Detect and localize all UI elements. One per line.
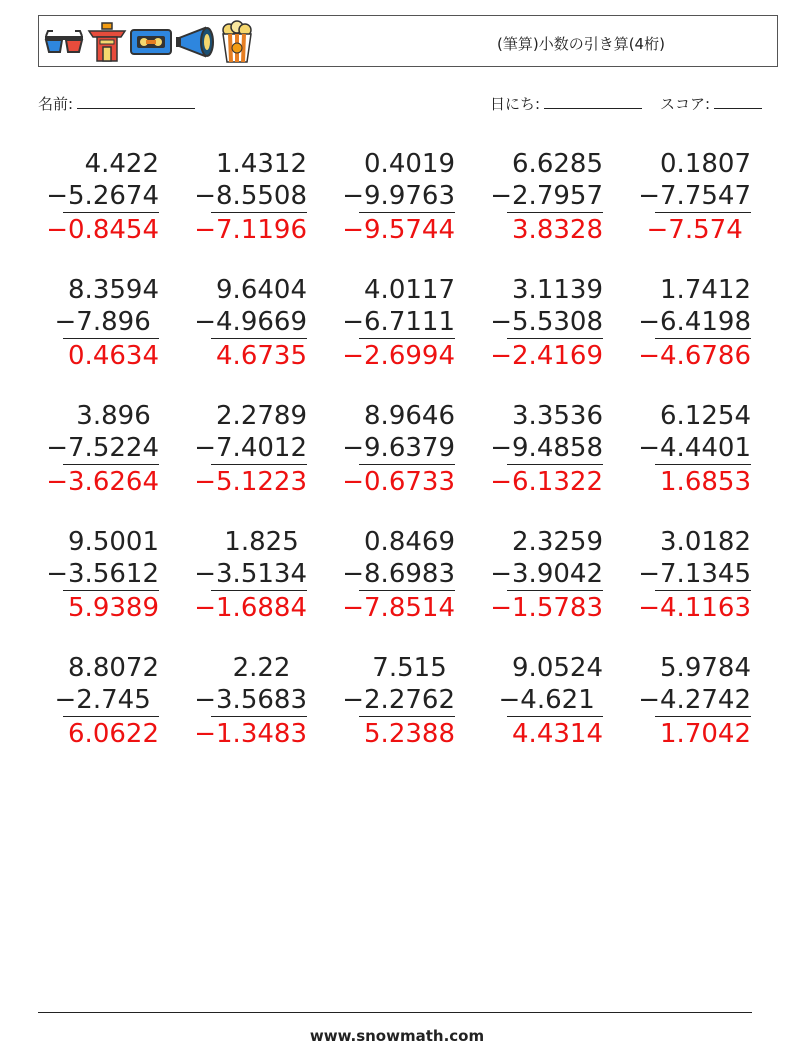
problem bbox=[630, 652, 778, 752]
subtrahend: −9.4858 bbox=[490, 433, 603, 463]
subtrahend: −3.9042 bbox=[490, 559, 603, 589]
answer: 3.8328 bbox=[512, 215, 603, 245]
minuend: 1.4312 bbox=[216, 149, 307, 179]
answer-rule bbox=[507, 464, 603, 465]
minuend: 8.8072 bbox=[68, 653, 159, 683]
problem-row bbox=[38, 652, 778, 778]
header-box bbox=[38, 15, 778, 67]
problem-grid bbox=[38, 148, 778, 778]
minuend: 3.1139 bbox=[512, 275, 603, 305]
problem bbox=[482, 652, 630, 752]
answer: 1.6853 bbox=[660, 467, 751, 497]
answer: −6.1322 bbox=[490, 467, 603, 497]
minuend: 8.3594 bbox=[68, 275, 159, 305]
minuend: 5.9784 bbox=[660, 653, 751, 683]
answer: 5.2388 bbox=[364, 719, 455, 749]
answer: 5.9389 bbox=[68, 593, 159, 623]
name-blank[interactable] bbox=[77, 93, 195, 109]
answer-rule bbox=[63, 338, 159, 339]
answer-rule bbox=[655, 338, 751, 339]
answer: 4.4314 bbox=[512, 719, 603, 749]
answer-rule bbox=[507, 338, 603, 339]
answer: −7.8514 bbox=[342, 593, 455, 623]
problem bbox=[38, 652, 186, 752]
subtrahend: −5.5308 bbox=[490, 307, 603, 337]
footer-divider bbox=[38, 1012, 752, 1013]
answer: −4.6786 bbox=[638, 341, 751, 371]
answer-rule bbox=[507, 590, 603, 591]
answer: −4.1163 bbox=[638, 593, 751, 623]
problem bbox=[334, 274, 482, 374]
answer-rule bbox=[63, 212, 159, 213]
subtrahend: −3.5612 bbox=[46, 559, 159, 589]
answer-rule bbox=[211, 716, 307, 717]
answer: −7.574 bbox=[646, 215, 751, 245]
subtrahend: −6.7111 bbox=[342, 307, 455, 337]
answer: −5.1223 bbox=[194, 467, 307, 497]
problem bbox=[334, 400, 482, 500]
problem bbox=[630, 400, 778, 500]
minuend: 8.9646 bbox=[364, 401, 455, 431]
name-field bbox=[38, 93, 195, 114]
answer: −0.8454 bbox=[46, 215, 159, 245]
problem bbox=[482, 526, 630, 626]
subtrahend: −6.4198 bbox=[638, 307, 751, 337]
problem bbox=[334, 652, 482, 752]
subtrahend: −9.6379 bbox=[342, 433, 455, 463]
answer: −9.5744 bbox=[342, 215, 455, 245]
answer-rule bbox=[359, 338, 455, 339]
minuend: 6.6285 bbox=[512, 149, 603, 179]
subtrahend: −4.4401 bbox=[638, 433, 751, 463]
minuend: 4.422 bbox=[84, 149, 159, 179]
answer-rule bbox=[359, 212, 455, 213]
answer-rule bbox=[211, 338, 307, 339]
answer-rule bbox=[655, 212, 751, 213]
answer: −2.4169 bbox=[490, 341, 603, 371]
score-label: スコア: bbox=[660, 95, 711, 113]
subtrahend: −7.1345 bbox=[638, 559, 751, 589]
answer-rule bbox=[655, 590, 751, 591]
problem bbox=[38, 526, 186, 626]
problem bbox=[482, 274, 630, 374]
subtrahend: −7.5224 bbox=[46, 433, 159, 463]
minuend: 0.4019 bbox=[364, 149, 455, 179]
answer-rule bbox=[211, 464, 307, 465]
minuend: 2.22 bbox=[232, 653, 307, 683]
minuend: 2.2789 bbox=[216, 401, 307, 431]
answer: −0.6733 bbox=[342, 467, 455, 497]
megaphone-icon bbox=[175, 25, 217, 59]
problem bbox=[630, 274, 778, 374]
answer: −2.6994 bbox=[342, 341, 455, 371]
minuend: 3.0182 bbox=[660, 527, 751, 557]
videotape-icon bbox=[129, 27, 173, 57]
answer-rule bbox=[211, 590, 307, 591]
answer: 0.4634 bbox=[68, 341, 159, 371]
problem bbox=[186, 274, 334, 374]
date-label: 日にち: bbox=[490, 95, 541, 113]
header-icons bbox=[43, 20, 255, 64]
problem bbox=[186, 148, 334, 248]
answer: 1.7042 bbox=[660, 719, 751, 749]
subtrahend: −3.5683 bbox=[194, 685, 307, 715]
3d-glasses-icon bbox=[43, 26, 85, 58]
minuend: 3.896 bbox=[76, 401, 159, 431]
subtrahend: −9.9763 bbox=[342, 181, 455, 211]
score-field bbox=[660, 93, 762, 114]
answer-rule bbox=[359, 590, 455, 591]
date-field bbox=[490, 93, 642, 114]
answer-rule bbox=[655, 716, 751, 717]
minuend: 9.6404 bbox=[216, 275, 307, 305]
answer: 6.0622 bbox=[68, 719, 159, 749]
minuend: 1.7412 bbox=[660, 275, 751, 305]
answer: −1.5783 bbox=[490, 593, 603, 623]
problem-row bbox=[38, 526, 778, 652]
minuend: 6.1254 bbox=[660, 401, 751, 431]
minuend: 9.0524 bbox=[512, 653, 603, 683]
problem-row bbox=[38, 400, 778, 526]
minuend: 1.825 bbox=[224, 527, 307, 557]
subtrahend: −4.9669 bbox=[194, 307, 307, 337]
problem bbox=[630, 148, 778, 248]
answer-rule bbox=[359, 464, 455, 465]
minuend: 3.3536 bbox=[512, 401, 603, 431]
problem-row bbox=[38, 274, 778, 400]
subtrahend: −5.2674 bbox=[46, 181, 159, 211]
answer: −3.6264 bbox=[46, 467, 159, 497]
minuend: 0.8469 bbox=[364, 527, 455, 557]
subtrahend: −2.2762 bbox=[342, 685, 455, 715]
minuend: 2.3259 bbox=[512, 527, 603, 557]
minuend: 0.1807 bbox=[660, 149, 751, 179]
name-label: 名前: bbox=[38, 95, 74, 113]
answer: −1.6884 bbox=[194, 593, 307, 623]
answer: −1.3483 bbox=[194, 719, 307, 749]
minuend: 4.0117 bbox=[364, 275, 455, 305]
problem-row bbox=[38, 148, 778, 274]
answer-rule bbox=[507, 716, 603, 717]
subtrahend: −8.6983 bbox=[342, 559, 455, 589]
subtrahend: −7.4012 bbox=[194, 433, 307, 463]
subtrahend: −3.5134 bbox=[194, 559, 307, 589]
answer: 4.6735 bbox=[216, 341, 307, 371]
problem bbox=[186, 526, 334, 626]
problem bbox=[186, 652, 334, 752]
answer-rule bbox=[63, 716, 159, 717]
footer-site[interactable]: www.snowmath.com bbox=[309, 1027, 485, 1045]
subtrahend: −4.621 bbox=[498, 685, 603, 715]
movie-theater-icon bbox=[87, 21, 127, 63]
minuend: 9.5001 bbox=[68, 527, 159, 557]
subtrahend: −7.896 bbox=[54, 307, 159, 337]
score-blank[interactable] bbox=[714, 93, 762, 109]
answer: −7.1196 bbox=[194, 215, 307, 245]
answer-rule bbox=[211, 212, 307, 213]
problem bbox=[38, 400, 186, 500]
page-title: (筆算)小数の引き算(4桁) bbox=[497, 35, 665, 53]
problem bbox=[334, 148, 482, 248]
date-blank[interactable] bbox=[544, 93, 642, 109]
answer-rule bbox=[63, 464, 159, 465]
problem bbox=[186, 400, 334, 500]
problem bbox=[38, 148, 186, 248]
minuend: 7.515 bbox=[372, 653, 455, 683]
problem bbox=[334, 526, 482, 626]
subtrahend: −7.7547 bbox=[638, 181, 751, 211]
subtrahend: −4.2742 bbox=[638, 685, 751, 715]
popcorn-icon bbox=[219, 20, 255, 64]
answer-rule bbox=[507, 212, 603, 213]
problem bbox=[630, 526, 778, 626]
answer-rule bbox=[359, 716, 455, 717]
subtrahend: −8.5508 bbox=[194, 181, 307, 211]
answer-rule bbox=[63, 590, 159, 591]
problem bbox=[482, 148, 630, 248]
problem bbox=[38, 274, 186, 374]
subtrahend: −2.7957 bbox=[490, 181, 603, 211]
problem bbox=[482, 400, 630, 500]
subtrahend: −2.745 bbox=[54, 685, 159, 715]
answer-rule bbox=[655, 464, 751, 465]
